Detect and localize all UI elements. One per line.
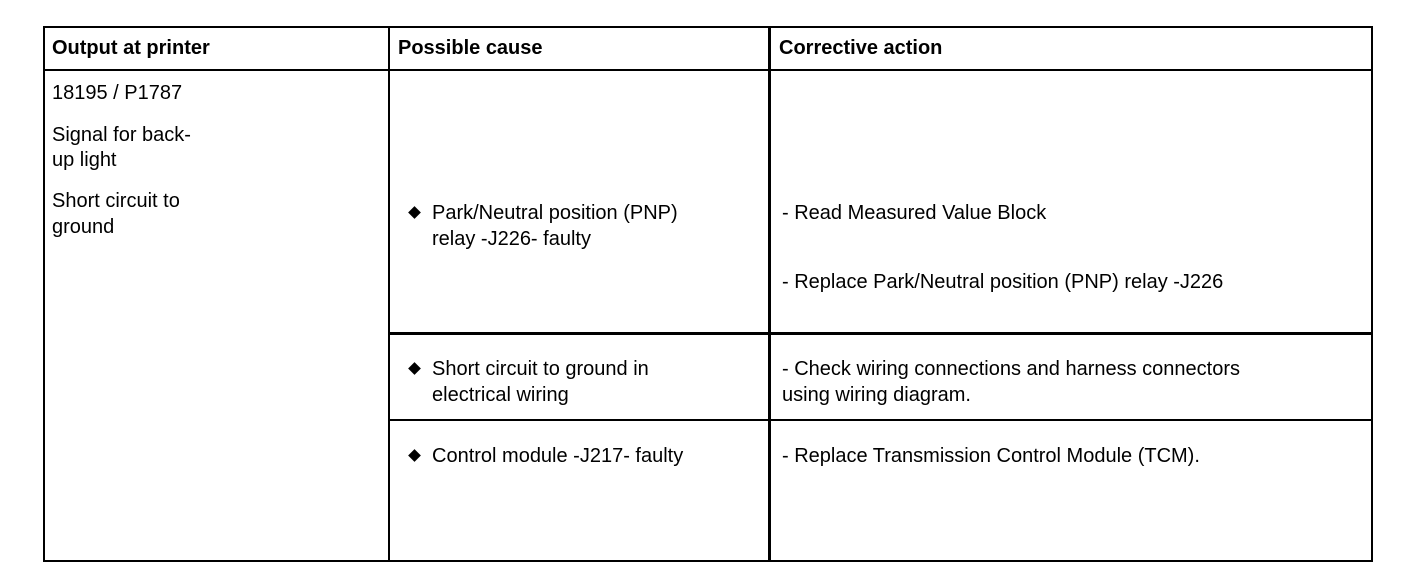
fault-type-line1: Short circuit to bbox=[52, 190, 180, 212]
signal-label-line1: Signal for back- bbox=[52, 124, 191, 146]
table-border-top bbox=[43, 26, 1373, 28]
row1-action-2: - Replace Park/Neutral position (PNP) relay -J226 bbox=[782, 271, 1224, 293]
row3-cause-line1: Control module -J217- faulty bbox=[432, 445, 684, 467]
table-border-bottom bbox=[43, 560, 1373, 562]
row-divider-2 bbox=[388, 419, 1373, 421]
fault-type-line2: ground bbox=[52, 216, 115, 238]
row2-action-line2: using wiring diagram. bbox=[782, 384, 971, 406]
diamond-bullet-icon bbox=[408, 449, 421, 462]
diamond-bullet-icon bbox=[408, 206, 421, 219]
header-divider bbox=[43, 69, 1373, 71]
signal-label-line2: up light bbox=[52, 149, 117, 171]
table-border-left bbox=[43, 26, 45, 562]
row2-cause-line2: electrical wiring bbox=[432, 384, 569, 406]
row3-action-1: - Replace Transmission Control Module (TCM). bbox=[782, 445, 1200, 467]
header-possible-cause: Possible cause bbox=[398, 37, 543, 59]
diamond-bullet-icon bbox=[408, 362, 421, 375]
column-divider-2 bbox=[768, 26, 771, 562]
row-divider-1 bbox=[388, 332, 1373, 335]
row1-cause-line1: Park/Neutral position (PNP) bbox=[432, 202, 678, 224]
column-divider-1 bbox=[388, 26, 390, 562]
row1-cause-line2: relay -J226- faulty bbox=[432, 228, 591, 250]
header-output-at-printer: Output at printer bbox=[52, 37, 210, 59]
row2-action-line1: - Check wiring connections and harness connectors bbox=[782, 358, 1241, 380]
header-corrective-action: Corrective action bbox=[779, 37, 943, 59]
table-border-right bbox=[1371, 26, 1373, 562]
row2-cause-line1: Short circuit to ground in bbox=[432, 358, 649, 380]
row1-action-1: - Read Measured Value Block bbox=[782, 202, 1047, 224]
fault-code: 18195 / P1787 bbox=[52, 82, 183, 104]
